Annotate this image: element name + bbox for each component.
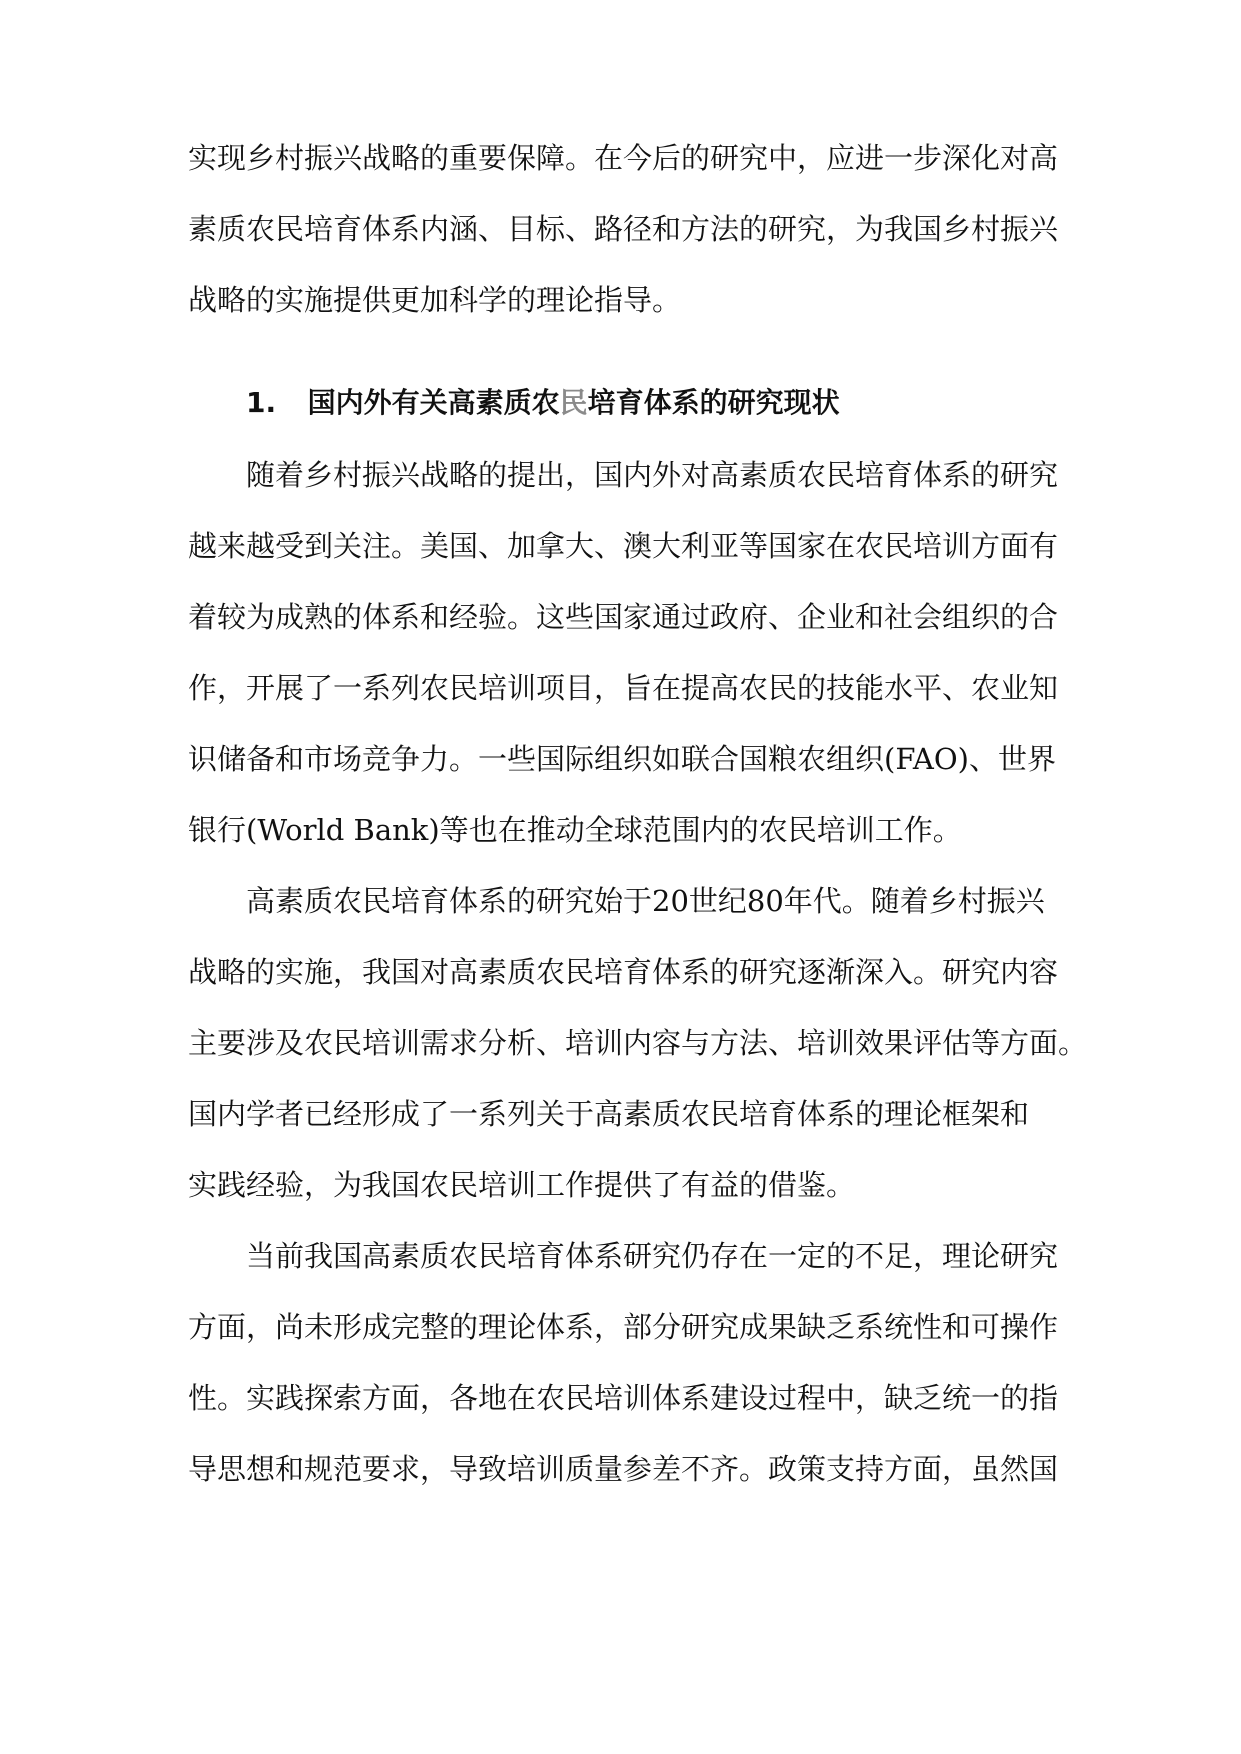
text-line: 作，开展了一系列农民培训项目，旨在提高农民的技能水平、农业知 bbox=[188, 671, 1059, 705]
text-line: 战略的实施提供更加科学的理论指导。 bbox=[188, 283, 682, 317]
section-title-part: 国内外有关高素质农 bbox=[307, 386, 560, 419]
section-title-highlight: 民 bbox=[559, 386, 588, 419]
text-line: 战略的实施，我国对高素质农民培育体系的研究逐渐深入。研究内容 bbox=[188, 955, 1059, 989]
text-line: 识储备和市场竞争力。一些国际组织如联合国粮农组织(FAO)、世界 bbox=[188, 742, 1056, 776]
text-line: 越来越受到关注。美国、加拿大、澳大利亚等国家在农民培训方面有 bbox=[188, 529, 1059, 563]
intro-paragraph bbox=[188, 138, 1058, 320]
text-line: 主要涉及农民培训需求分析、培训内容与方法、培训效果评估等方面。 bbox=[188, 1026, 1088, 1060]
document-body bbox=[188, 138, 1088, 1489]
text-line: 性。实践探索方面，各地在农民培训体系建设过程中，缺乏统一的指 bbox=[188, 1381, 1059, 1415]
paragraph-2 bbox=[188, 881, 1088, 1205]
text-line: 随着乡村振兴战略的提出，国内外对高素质农民培育体系的研究 bbox=[246, 458, 1059, 492]
paragraph-3 bbox=[188, 1236, 1058, 1489]
text-line: 素质农民培育体系内涵、目标、路径和方法的研究，为我国乡村振兴 bbox=[188, 212, 1059, 246]
text-line: 方面，尚未形成完整的理论体系，部分研究成果缺乏系统性和可操作 bbox=[188, 1310, 1059, 1344]
section-number: 1. bbox=[246, 386, 277, 419]
text-line: 当前我国高素质农民培育体系研究仍存在一定的不足，理论研究 bbox=[246, 1239, 1059, 1273]
text-line: 实践经验，为我国农民培训工作提供了有益的借鉴。 bbox=[188, 1168, 856, 1202]
text-line: 实现乡村振兴战略的重要保障。在今后的研究中，应进一步深化对高 bbox=[188, 141, 1059, 175]
text-line: 银行(World Bank)等也在推动全球范围内的农民培训工作。 bbox=[188, 813, 962, 847]
section-heading bbox=[188, 383, 1058, 423]
text-line: 着较为成熟的体系和经验。这些国家通过政府、企业和社会组织的合 bbox=[188, 600, 1059, 634]
text-line: 高素质农民培育体系的研究始于20世纪80年代。随着乡村振兴 bbox=[246, 884, 1045, 918]
section-title-part: 培育体系的研究现状 bbox=[587, 386, 840, 419]
text-line: 导思想和规范要求，导致培训质量参差不齐。政策支持方面，虽然国 bbox=[188, 1452, 1059, 1486]
paragraph-1 bbox=[188, 455, 1058, 850]
text-line: 国内学者已经形成了一系列关于高素质农民培育体系的理论框架和 bbox=[188, 1097, 1030, 1131]
